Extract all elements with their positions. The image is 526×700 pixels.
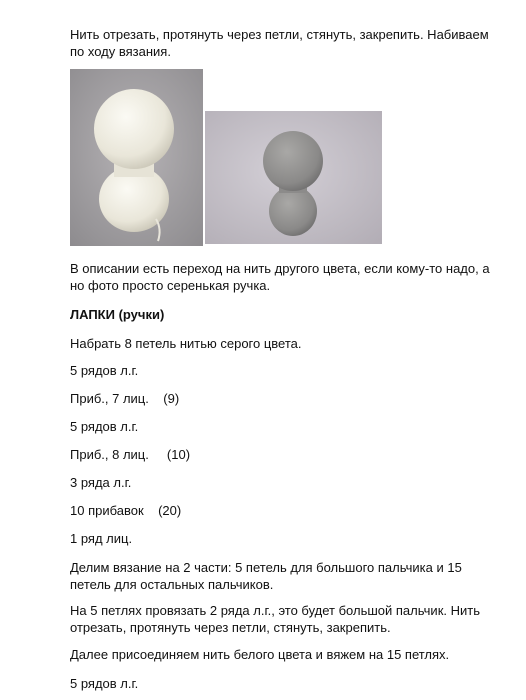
intro-paragraph: Нить отрезать, протянуть через петли, стянуть, закрепить. Набиваем по ходу вязания.: [70, 27, 489, 59]
grey-knitted-body-photo: [205, 111, 382, 244]
step-2: 5 рядов л.г.: [70, 363, 139, 378]
step-3: Приб., 7 лиц. (9): [70, 391, 180, 406]
note-paragraph: В описании есть переход на нить другого цвета, если кому-то надо, а но фото просто серенькая ручка.: [70, 261, 490, 293]
step-7: 10 прибавок (20): [70, 503, 182, 518]
step-11: Далее присоединяем нить белого цвета и вяжем на 15 петлях.: [70, 647, 450, 662]
step-9: Делим вязание на 2 части: 5 петель для большого пальчика и 15 петель для остальных пальчиков.: [70, 560, 462, 592]
section-title: ЛАПКИ (ручки): [70, 307, 165, 322]
step-10: На 5 петлях провязать 2 ряда л.г., это будет большой пальчик. Нить отрезать, протянуть через петли, стянуть, закрепить.: [70, 603, 480, 635]
step-5: Приб., 8 лиц. (10): [70, 447, 191, 462]
grey-knitted-body-image: [205, 111, 382, 244]
step-6: 3 ряда л.г.: [70, 475, 132, 490]
step-4: 5 рядов л.г.: [70, 419, 139, 434]
white-knitted-body-photo: [70, 69, 203, 246]
step-1: Набрать 8 петель нитью серого цвета.: [70, 336, 302, 351]
white-knitted-body-image: [70, 69, 203, 246]
step-8: 1 ряд лиц.: [70, 531, 133, 546]
step-12: 5 рядов л.г.: [70, 676, 139, 691]
